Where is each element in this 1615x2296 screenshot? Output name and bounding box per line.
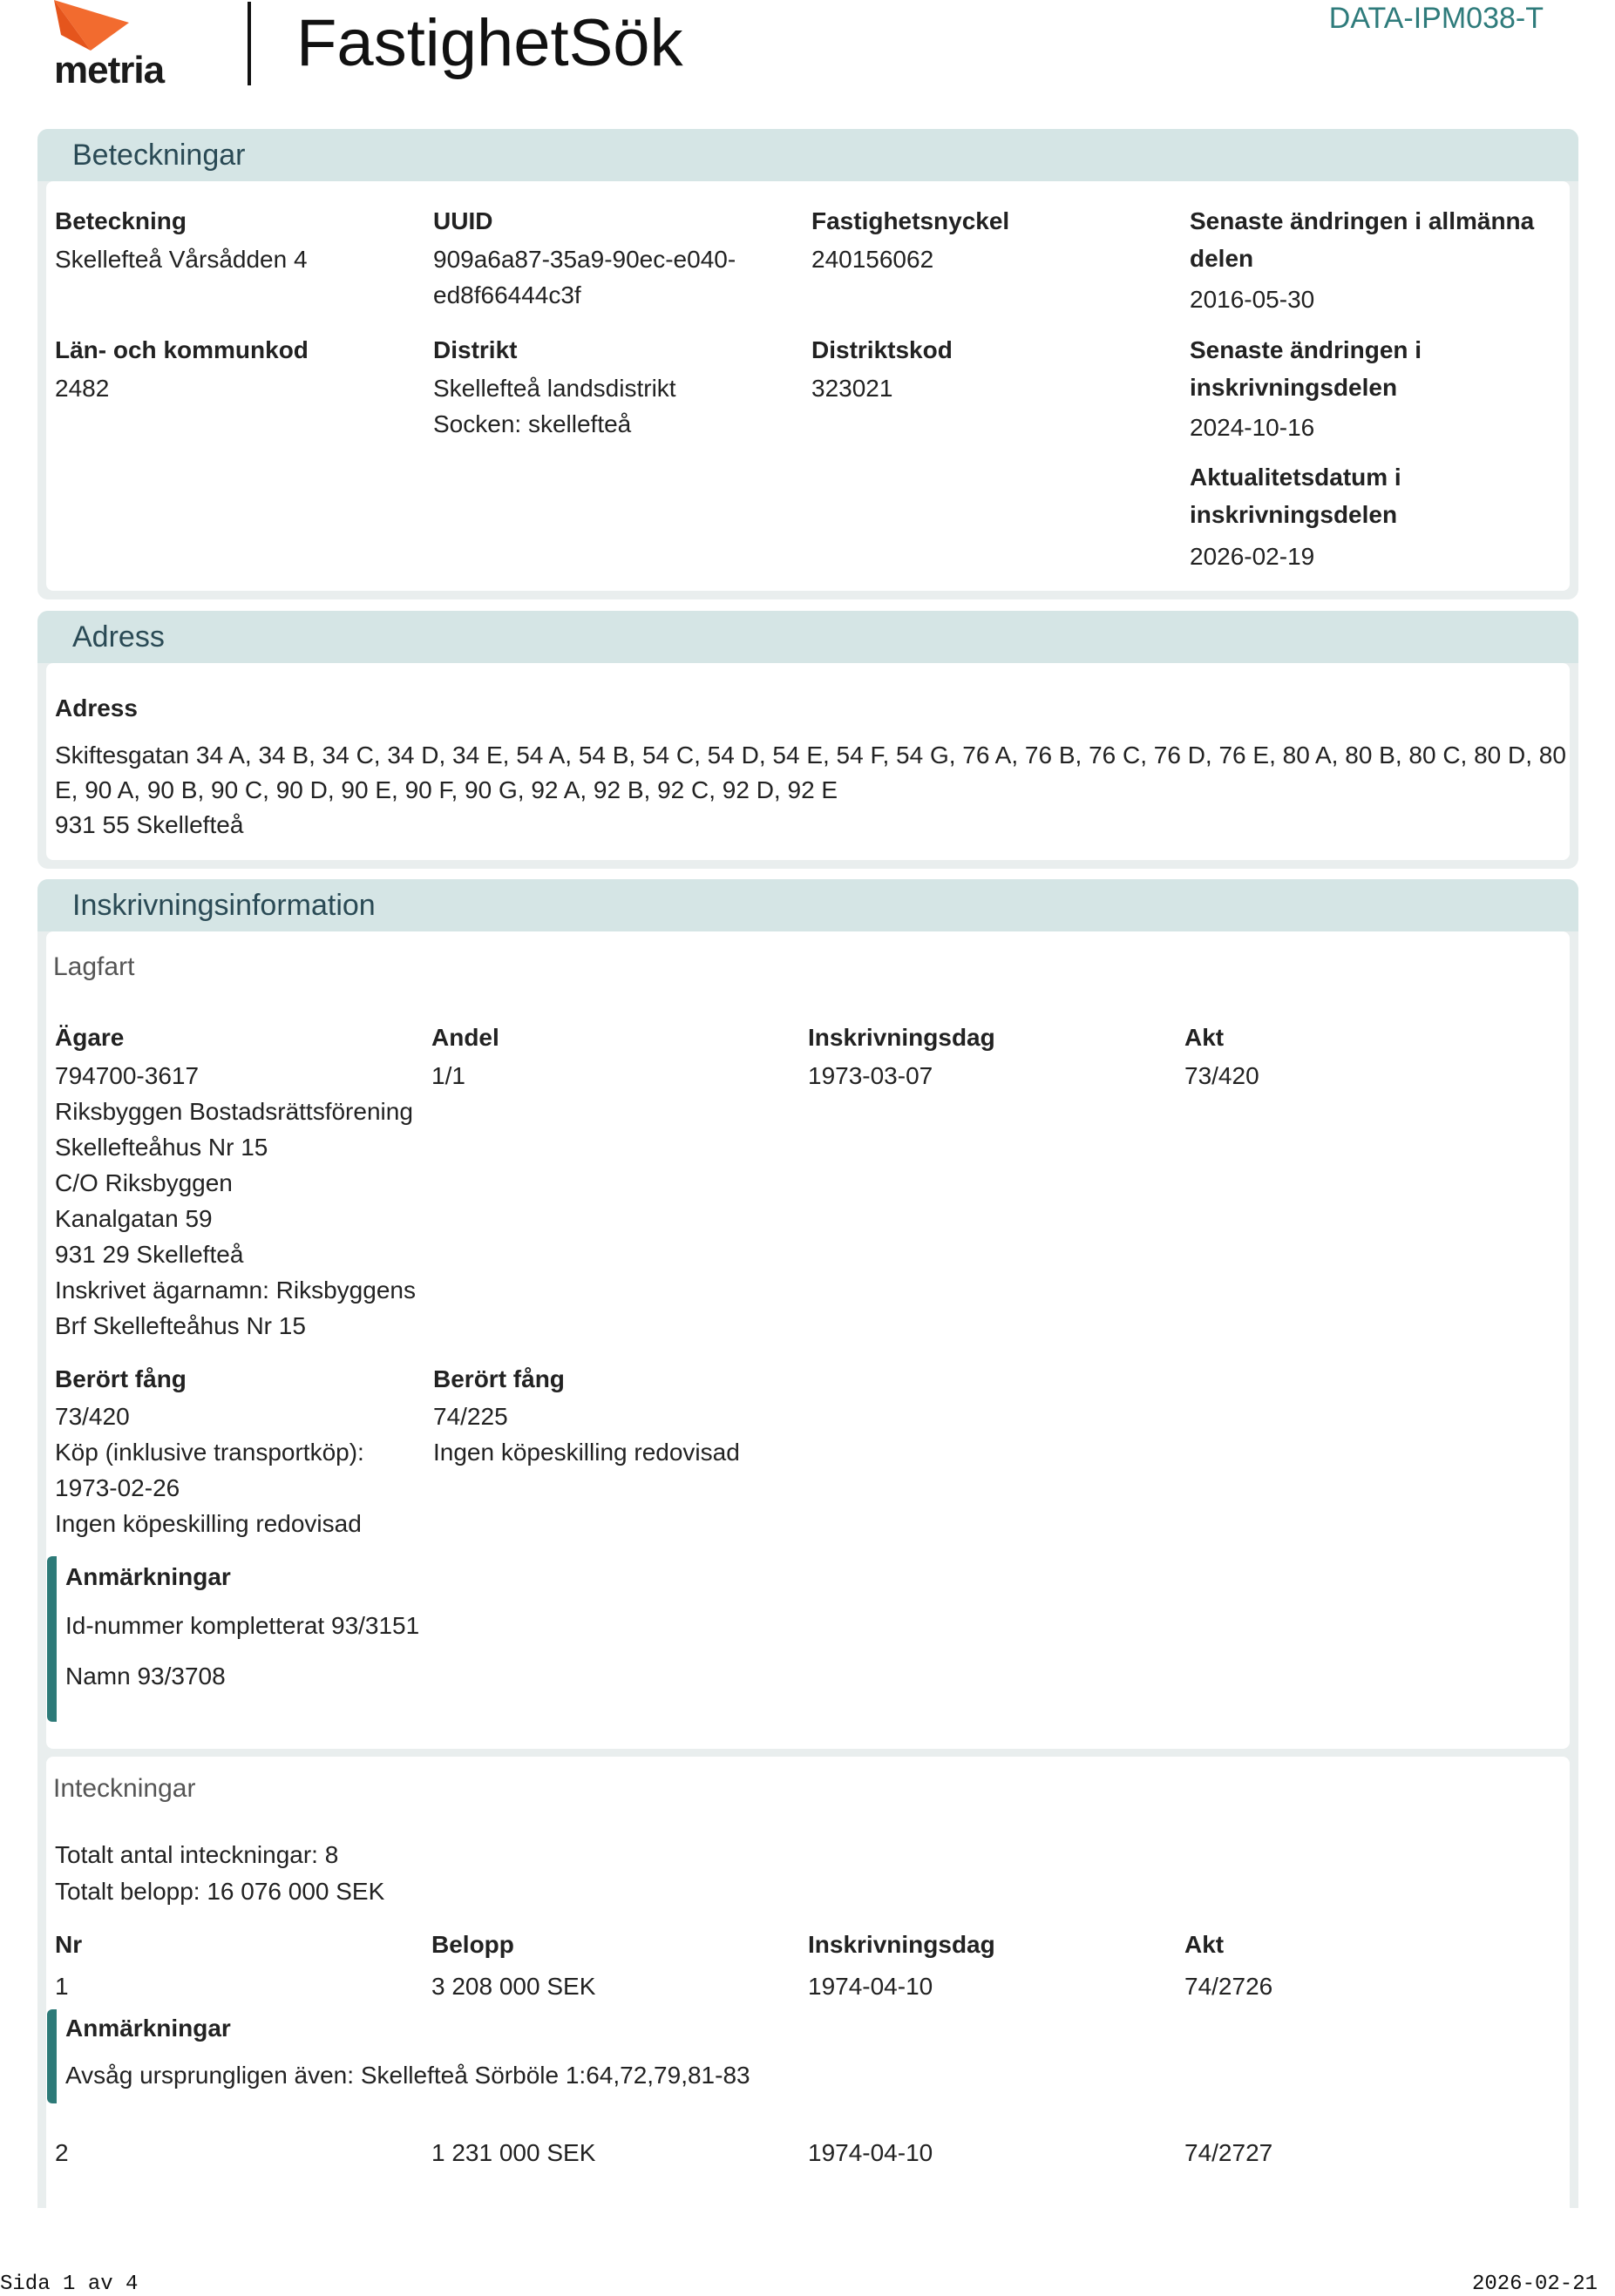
berort-fang-label: Berört fång xyxy=(55,1365,187,1392)
document-id: DATA-IPM038-T xyxy=(1328,2,1544,35)
field-value-senaste-inskrivning: 2024-10-16 xyxy=(1190,414,1315,441)
app-title: FastighetSök xyxy=(296,6,683,80)
field-value-aktualitetsdatum: 2026-02-19 xyxy=(1190,543,1315,570)
owner-share: 1/1 xyxy=(431,1062,465,1089)
mortgage-akt: 74/2727 xyxy=(1184,2139,1273,2166)
page-number: Sida 1 av 4 xyxy=(0,2272,139,2296)
mortgage-nr: 2 xyxy=(55,2139,69,2166)
field-label-senaste-inskrivning: Senaste ändringen i inskrivningsdelen xyxy=(1190,336,1422,401)
section-beteckningar xyxy=(37,129,1578,599)
column-header-andel: Andel xyxy=(431,1024,499,1051)
column-header-akt: Akt xyxy=(1184,1024,1225,1051)
mortgage-amount: 1 231 000 SEK xyxy=(431,2139,596,2166)
address-value: Skiftesgatan 34 A, 34 B, 34 C, 34 D, 34 E, 54 A, 54 B, 54 C, 54 D, 54 E, 54 F, 54 G, 76 A, 76 B, 76 C, 76 D, 76 E, 80 A, 80 B, 80 C, 80 D, 80 E, 90 A, 90 B, 90 C, 90 D, 90 E, 90 F, 90 G, 92 A, 92 B, 92 C, 92 D, 92 E 931 55 Skellefteå xyxy=(55,742,1566,838)
field-value-beteckning: Skellefteå Vårsådden 4 xyxy=(55,246,308,273)
section-header xyxy=(37,129,1578,181)
column-header-inskrivningsdag: Inskrivningsdag xyxy=(808,1024,995,1051)
field-value-lan-kommunkod: 2482 xyxy=(55,375,110,402)
field-label-distrikt: Distrikt xyxy=(433,336,518,363)
print-date: 2026-02-21 xyxy=(1471,2272,1598,2296)
column-header-nr: Nr xyxy=(55,1931,83,1958)
remarks-title: Anmärkningar xyxy=(65,1563,231,1590)
field-label-distriktskod: Distriktskod xyxy=(811,336,953,363)
field-label-aktualitetsdatum: Aktualitetsdatum i inskrivningsdelen xyxy=(1190,464,1401,528)
remark-item: Avsåg ursprungligen även: Skellefteå Sörböle 1:64,72,79,81-83 xyxy=(65,2062,750,2089)
field-label-beteckning: Beteckning xyxy=(55,207,187,234)
field-value-distrikt: Skellefteå landsdistrikt Socken: skellefteå xyxy=(433,375,676,437)
column-header-belopp: Belopp xyxy=(431,1931,514,1958)
section-header xyxy=(37,611,1578,663)
lagfart-remarks xyxy=(47,1556,667,1722)
section-body xyxy=(46,181,1570,591)
field-value-fastighetsnyckel: 240156062 xyxy=(811,246,934,273)
owner-details: 794700-3617 Riksbyggen Bostadsrättsförening Skellefteåhus Nr 15 C/O Riksbyggen Kanalgatan 59 931 29 Skellefteå Inskrivet ägarnamn: Riksbyggens Brf Skellefteåhus Nr 15 xyxy=(55,1062,416,1339)
field-label-senaste-allmanna: Senaste ändringen i allmänna delen xyxy=(1190,207,1535,272)
brand-divider xyxy=(248,2,251,85)
mortgage-date: 1974-04-10 xyxy=(808,2139,933,2166)
lagfart-subtitle: Lagfart xyxy=(53,952,135,981)
field-value-senaste-allmanna: 2016-05-30 xyxy=(1190,286,1315,313)
column-header-akt: Akt xyxy=(1184,1931,1225,1958)
section-adress xyxy=(37,611,1578,869)
section-title: Inskrivningsinformation xyxy=(72,889,376,922)
section-title: Adress xyxy=(72,620,165,654)
field-label-uuid: UUID xyxy=(433,207,493,234)
field-value-distriktskod: 323021 xyxy=(811,375,893,402)
inteckningar-subtitle: Inteckningar xyxy=(53,1774,196,1803)
remark-item: Namn 93/3708 xyxy=(65,1663,226,1690)
berort-fang-label: Berört fång xyxy=(433,1365,565,1392)
mortgage-remarks xyxy=(47,2009,841,2103)
mortgage-akt: 74/2726 xyxy=(1184,1973,1273,2000)
section-title: Beteckningar xyxy=(72,139,246,172)
section-body xyxy=(46,663,1570,860)
field-label-fastighetsnyckel: Fastighetsnyckel xyxy=(811,207,1010,234)
lagfart-card xyxy=(46,931,1570,1749)
mortgage-date: 1974-04-10 xyxy=(808,1973,933,2000)
logo-wordmark: metria xyxy=(54,49,165,91)
mortgage-amount: 3 208 000 SEK xyxy=(431,1973,596,2000)
total-mortgage-count: Totalt antal inteckningar: 8 xyxy=(55,1841,339,1868)
owner-akt: 73/420 xyxy=(1184,1062,1259,1089)
address-label: Adress xyxy=(55,694,138,721)
remark-item: Id-nummer kompletterat 93/3151 xyxy=(65,1612,420,1639)
remarks-title: Anmärkningar xyxy=(65,2015,231,2042)
column-header-inskrivningsdag: Inskrivningsdag xyxy=(808,1931,995,1958)
berort-fang-value: 73/420 Köp (inklusive transportköp): 1973-02-26 Ingen köpeskilling redovisad xyxy=(55,1403,364,1537)
berort-fang-value: 74/225 Ingen köpeskilling redovisad xyxy=(433,1403,740,1466)
owner-registration-date: 1973-03-07 xyxy=(808,1062,933,1089)
inteckningar-card xyxy=(46,1757,1570,2208)
mortgage-nr: 1 xyxy=(55,1973,69,2000)
field-value-uuid: 909a6a87-35a9-90ec-e040- ed8f66444c3f xyxy=(433,246,736,308)
section-inskrivningsinformation xyxy=(37,879,1578,2208)
column-header-agare: Ägare xyxy=(55,1024,125,1051)
field-label-lan-kommunkod: Län- och kommunkod xyxy=(55,336,309,363)
total-mortgage-amount: Totalt belopp: 16 076 000 SEK xyxy=(55,1878,385,1905)
